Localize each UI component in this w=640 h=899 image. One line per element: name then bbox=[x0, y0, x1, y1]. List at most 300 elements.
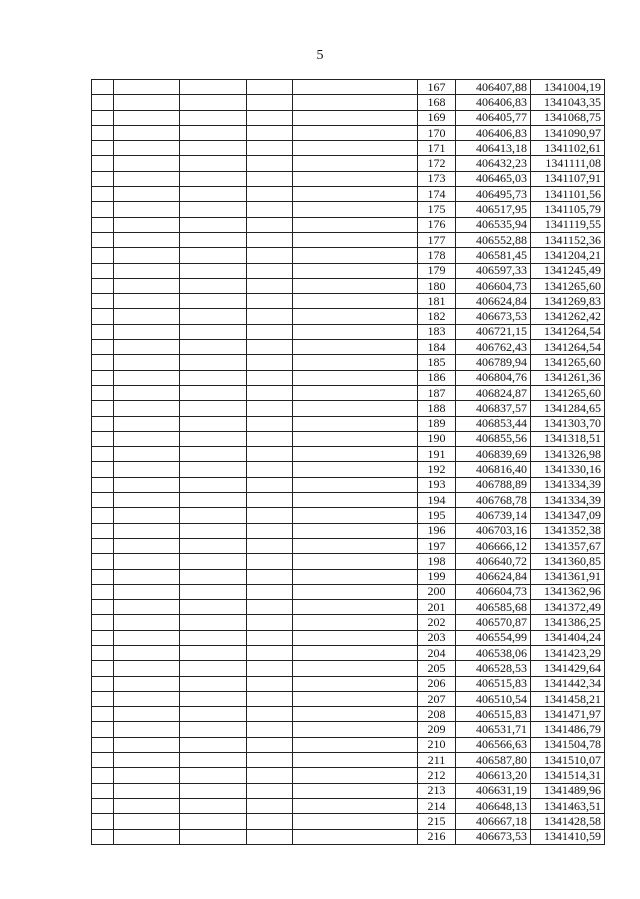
y-coordinate-cell: 1341269,83 bbox=[531, 294, 605, 309]
empty-cell bbox=[247, 401, 293, 416]
y-coordinate-cell: 1341372,49 bbox=[531, 600, 605, 615]
empty-cell bbox=[114, 141, 180, 156]
table-row bbox=[92, 294, 605, 309]
empty-cell bbox=[180, 753, 247, 768]
x-coordinate-cell: 406739,14 bbox=[456, 508, 531, 523]
point-number-cell: 208 bbox=[418, 707, 456, 722]
empty-cell bbox=[92, 477, 114, 492]
y-coordinate-cell: 1341102,61 bbox=[531, 141, 605, 156]
empty-cell bbox=[92, 401, 114, 416]
point-number-cell: 176 bbox=[418, 217, 456, 232]
empty-cell bbox=[247, 630, 293, 645]
point-number-cell: 188 bbox=[418, 401, 456, 416]
table-row bbox=[92, 584, 605, 599]
empty-cell bbox=[114, 294, 180, 309]
x-coordinate-cell: 406531,71 bbox=[456, 722, 531, 737]
y-coordinate-cell: 1341471,97 bbox=[531, 707, 605, 722]
table-row bbox=[92, 370, 605, 385]
empty-cell bbox=[180, 523, 247, 538]
point-number-cell: 204 bbox=[418, 645, 456, 660]
point-number-cell: 175 bbox=[418, 202, 456, 217]
empty-cell bbox=[293, 569, 418, 584]
empty-cell bbox=[180, 309, 247, 324]
empty-cell bbox=[92, 645, 114, 660]
x-coordinate-cell: 406465,03 bbox=[456, 171, 531, 186]
x-coordinate-cell: 406566,63 bbox=[456, 737, 531, 752]
point-number-cell: 184 bbox=[418, 340, 456, 355]
point-number-cell: 189 bbox=[418, 416, 456, 431]
empty-cell bbox=[293, 462, 418, 477]
table-row bbox=[92, 401, 605, 416]
empty-cell bbox=[247, 248, 293, 263]
point-number-cell: 214 bbox=[418, 798, 456, 813]
empty-cell bbox=[293, 80, 418, 95]
x-coordinate-cell: 406515,83 bbox=[456, 707, 531, 722]
table-row bbox=[92, 141, 605, 156]
empty-cell bbox=[114, 171, 180, 186]
empty-cell bbox=[293, 447, 418, 462]
empty-cell bbox=[293, 156, 418, 171]
empty-cell bbox=[180, 141, 247, 156]
table-row bbox=[92, 569, 605, 584]
empty-cell bbox=[293, 171, 418, 186]
empty-cell bbox=[180, 370, 247, 385]
empty-cell bbox=[92, 691, 114, 706]
table-row bbox=[92, 355, 605, 370]
empty-cell bbox=[293, 232, 418, 247]
empty-cell bbox=[114, 753, 180, 768]
empty-cell bbox=[247, 829, 293, 844]
x-coordinate-cell: 406570,87 bbox=[456, 615, 531, 630]
empty-cell bbox=[293, 814, 418, 829]
empty-cell bbox=[114, 447, 180, 462]
y-coordinate-cell: 1341105,79 bbox=[531, 202, 605, 217]
x-coordinate-cell: 406495,73 bbox=[456, 187, 531, 202]
empty-cell bbox=[180, 95, 247, 110]
table-row bbox=[92, 462, 605, 477]
y-coordinate-cell: 1341261,36 bbox=[531, 370, 605, 385]
table-row bbox=[92, 768, 605, 783]
table-row bbox=[92, 691, 605, 706]
empty-cell bbox=[114, 232, 180, 247]
point-number-cell: 192 bbox=[418, 462, 456, 477]
y-coordinate-cell: 1341404,24 bbox=[531, 630, 605, 645]
x-coordinate-cell: 406721,15 bbox=[456, 324, 531, 339]
empty-cell bbox=[293, 110, 418, 125]
y-coordinate-cell: 1341265,60 bbox=[531, 385, 605, 400]
empty-cell bbox=[92, 110, 114, 125]
empty-cell bbox=[247, 125, 293, 140]
table-row bbox=[92, 385, 605, 400]
empty-cell bbox=[114, 630, 180, 645]
x-coordinate-cell: 406703,16 bbox=[456, 523, 531, 538]
empty-cell bbox=[114, 768, 180, 783]
empty-cell bbox=[92, 217, 114, 232]
empty-cell bbox=[180, 355, 247, 370]
y-coordinate-cell: 1341264,54 bbox=[531, 324, 605, 339]
empty-cell bbox=[92, 676, 114, 691]
point-number-cell: 187 bbox=[418, 385, 456, 400]
empty-cell bbox=[293, 431, 418, 446]
x-coordinate-cell: 406515,83 bbox=[456, 676, 531, 691]
x-coordinate-cell: 406597,33 bbox=[456, 263, 531, 278]
empty-cell bbox=[180, 493, 247, 508]
table-row bbox=[92, 125, 605, 140]
point-number-cell: 205 bbox=[418, 661, 456, 676]
y-coordinate-cell: 1341111,08 bbox=[531, 156, 605, 171]
x-coordinate-cell: 406824,87 bbox=[456, 385, 531, 400]
empty-cell bbox=[293, 798, 418, 813]
empty-cell bbox=[247, 80, 293, 95]
table-row bbox=[92, 493, 605, 508]
empty-cell bbox=[293, 355, 418, 370]
empty-cell bbox=[114, 707, 180, 722]
empty-cell bbox=[92, 324, 114, 339]
empty-cell bbox=[247, 294, 293, 309]
x-coordinate-cell: 406528,53 bbox=[456, 661, 531, 676]
point-number-cell: 191 bbox=[418, 447, 456, 462]
empty-cell bbox=[247, 569, 293, 584]
empty-cell bbox=[247, 768, 293, 783]
empty-cell bbox=[92, 462, 114, 477]
empty-cell bbox=[247, 783, 293, 798]
empty-cell bbox=[247, 707, 293, 722]
empty-cell bbox=[293, 248, 418, 263]
table-row bbox=[92, 95, 605, 110]
x-coordinate-cell: 406839,69 bbox=[456, 447, 531, 462]
point-number-cell: 215 bbox=[418, 814, 456, 829]
empty-cell bbox=[180, 248, 247, 263]
empty-cell bbox=[247, 508, 293, 523]
empty-cell bbox=[114, 431, 180, 446]
empty-cell bbox=[180, 477, 247, 492]
point-number-cell: 178 bbox=[418, 248, 456, 263]
table-body bbox=[92, 80, 605, 845]
empty-cell bbox=[114, 783, 180, 798]
empty-cell bbox=[114, 309, 180, 324]
empty-cell bbox=[114, 569, 180, 584]
empty-cell bbox=[293, 324, 418, 339]
y-coordinate-cell: 1341362,96 bbox=[531, 584, 605, 599]
y-coordinate-cell: 1341428,58 bbox=[531, 814, 605, 829]
empty-cell bbox=[293, 768, 418, 783]
x-coordinate-cell: 406554,99 bbox=[456, 630, 531, 645]
empty-cell bbox=[114, 355, 180, 370]
empty-cell bbox=[247, 110, 293, 125]
y-coordinate-cell: 1341090,97 bbox=[531, 125, 605, 140]
y-coordinate-cell: 1341410,59 bbox=[531, 829, 605, 844]
y-coordinate-cell: 1341245,49 bbox=[531, 263, 605, 278]
table-row bbox=[92, 600, 605, 615]
point-number-cell: 171 bbox=[418, 141, 456, 156]
empty-cell bbox=[293, 691, 418, 706]
empty-cell bbox=[293, 493, 418, 508]
point-number-cell: 167 bbox=[418, 80, 456, 95]
table-row bbox=[92, 263, 605, 278]
y-coordinate-cell: 1341068,75 bbox=[531, 110, 605, 125]
y-coordinate-cell: 1341265,60 bbox=[531, 355, 605, 370]
empty-cell bbox=[92, 554, 114, 569]
empty-cell bbox=[247, 722, 293, 737]
table-row bbox=[92, 753, 605, 768]
empty-cell bbox=[247, 187, 293, 202]
empty-cell bbox=[247, 600, 293, 615]
empty-cell bbox=[293, 125, 418, 140]
x-coordinate-cell: 406816,40 bbox=[456, 462, 531, 477]
point-number-cell: 195 bbox=[418, 508, 456, 523]
table-row bbox=[92, 829, 605, 844]
point-number-cell: 203 bbox=[418, 630, 456, 645]
y-coordinate-cell: 1341458,21 bbox=[531, 691, 605, 706]
y-coordinate-cell: 1341361,91 bbox=[531, 569, 605, 584]
empty-cell bbox=[247, 447, 293, 462]
empty-cell bbox=[247, 309, 293, 324]
y-coordinate-cell: 1341303,70 bbox=[531, 416, 605, 431]
empty-cell bbox=[180, 798, 247, 813]
table-row bbox=[92, 232, 605, 247]
empty-cell bbox=[92, 753, 114, 768]
empty-cell bbox=[293, 309, 418, 324]
empty-cell bbox=[114, 385, 180, 400]
empty-cell bbox=[293, 401, 418, 416]
empty-cell bbox=[180, 783, 247, 798]
empty-cell bbox=[92, 523, 114, 538]
empty-cell bbox=[180, 171, 247, 186]
empty-cell bbox=[293, 645, 418, 660]
empty-cell bbox=[92, 615, 114, 630]
empty-cell bbox=[114, 125, 180, 140]
point-number-cell: 181 bbox=[418, 294, 456, 309]
empty-cell bbox=[180, 554, 247, 569]
empty-cell bbox=[114, 263, 180, 278]
point-number-cell: 193 bbox=[418, 477, 456, 492]
y-coordinate-cell: 1341347,09 bbox=[531, 508, 605, 523]
y-coordinate-cell: 1341386,25 bbox=[531, 615, 605, 630]
x-coordinate-cell: 406804,76 bbox=[456, 370, 531, 385]
empty-cell bbox=[114, 462, 180, 477]
point-number-cell: 201 bbox=[418, 600, 456, 615]
table-row bbox=[92, 661, 605, 676]
y-coordinate-cell: 1341463,51 bbox=[531, 798, 605, 813]
y-coordinate-cell: 1341284,65 bbox=[531, 401, 605, 416]
y-coordinate-cell: 1341486,79 bbox=[531, 722, 605, 737]
empty-cell bbox=[293, 95, 418, 110]
empty-cell bbox=[114, 187, 180, 202]
table-row bbox=[92, 171, 605, 186]
x-coordinate-cell: 406667,18 bbox=[456, 814, 531, 829]
empty-cell bbox=[293, 661, 418, 676]
table-row bbox=[92, 110, 605, 125]
empty-cell bbox=[293, 737, 418, 752]
empty-cell bbox=[92, 187, 114, 202]
point-number-cell: 183 bbox=[418, 324, 456, 339]
point-number-cell: 185 bbox=[418, 355, 456, 370]
y-coordinate-cell: 1341423,29 bbox=[531, 645, 605, 660]
y-coordinate-cell: 1341514,31 bbox=[531, 768, 605, 783]
empty-cell bbox=[247, 661, 293, 676]
empty-cell bbox=[293, 783, 418, 798]
empty-cell bbox=[247, 462, 293, 477]
empty-cell bbox=[180, 187, 247, 202]
empty-cell bbox=[180, 401, 247, 416]
empty-cell bbox=[92, 171, 114, 186]
empty-cell bbox=[114, 156, 180, 171]
empty-cell bbox=[180, 125, 247, 140]
empty-cell bbox=[92, 600, 114, 615]
y-coordinate-cell: 1341504,78 bbox=[531, 737, 605, 752]
point-number-cell: 182 bbox=[418, 309, 456, 324]
empty-cell bbox=[247, 95, 293, 110]
empty-cell bbox=[92, 814, 114, 829]
point-number-cell: 190 bbox=[418, 431, 456, 446]
empty-cell bbox=[180, 538, 247, 553]
y-coordinate-cell: 1341326,98 bbox=[531, 447, 605, 462]
empty-cell bbox=[114, 814, 180, 829]
empty-cell bbox=[114, 248, 180, 263]
empty-cell bbox=[293, 676, 418, 691]
empty-cell bbox=[114, 370, 180, 385]
empty-cell bbox=[180, 202, 247, 217]
empty-cell bbox=[114, 523, 180, 538]
empty-cell bbox=[247, 385, 293, 400]
table-row bbox=[92, 447, 605, 462]
empty-cell bbox=[92, 707, 114, 722]
point-number-cell: 206 bbox=[418, 676, 456, 691]
table-row bbox=[92, 340, 605, 355]
empty-cell bbox=[92, 493, 114, 508]
empty-cell bbox=[92, 431, 114, 446]
empty-cell bbox=[247, 676, 293, 691]
table-row bbox=[92, 202, 605, 217]
empty-cell bbox=[247, 232, 293, 247]
empty-cell bbox=[114, 645, 180, 660]
empty-cell bbox=[293, 584, 418, 599]
y-coordinate-cell: 1341204,21 bbox=[531, 248, 605, 263]
table-row bbox=[92, 538, 605, 553]
table-row bbox=[92, 783, 605, 798]
x-coordinate-cell: 406587,80 bbox=[456, 753, 531, 768]
empty-cell bbox=[247, 416, 293, 431]
x-coordinate-cell: 406648,13 bbox=[456, 798, 531, 813]
empty-cell bbox=[247, 493, 293, 508]
empty-cell bbox=[247, 737, 293, 752]
x-coordinate-cell: 406624,84 bbox=[456, 569, 531, 584]
empty-cell bbox=[247, 554, 293, 569]
empty-cell bbox=[180, 707, 247, 722]
point-number-cell: 207 bbox=[418, 691, 456, 706]
empty-cell bbox=[247, 798, 293, 813]
empty-cell bbox=[247, 171, 293, 186]
empty-cell bbox=[114, 722, 180, 737]
empty-cell bbox=[114, 554, 180, 569]
empty-cell bbox=[180, 569, 247, 584]
y-coordinate-cell: 1341119,55 bbox=[531, 217, 605, 232]
empty-cell bbox=[180, 661, 247, 676]
point-number-cell: 172 bbox=[418, 156, 456, 171]
point-number-cell: 197 bbox=[418, 538, 456, 553]
table-row bbox=[92, 324, 605, 339]
table-row bbox=[92, 508, 605, 523]
empty-cell bbox=[92, 80, 114, 95]
empty-cell bbox=[180, 676, 247, 691]
empty-cell bbox=[293, 829, 418, 844]
empty-cell bbox=[293, 202, 418, 217]
table-row bbox=[92, 554, 605, 569]
point-number-cell: 177 bbox=[418, 232, 456, 247]
empty-cell bbox=[114, 600, 180, 615]
point-number-cell: 199 bbox=[418, 569, 456, 584]
table-row bbox=[92, 248, 605, 263]
x-coordinate-cell: 406624,84 bbox=[456, 294, 531, 309]
empty-cell bbox=[114, 538, 180, 553]
empty-cell bbox=[247, 753, 293, 768]
empty-cell bbox=[92, 768, 114, 783]
x-coordinate-cell: 406837,57 bbox=[456, 401, 531, 416]
x-coordinate-cell: 406585,68 bbox=[456, 600, 531, 615]
empty-cell bbox=[114, 829, 180, 844]
point-number-cell: 173 bbox=[418, 171, 456, 186]
point-number-cell: 168 bbox=[418, 95, 456, 110]
empty-cell bbox=[114, 661, 180, 676]
empty-cell bbox=[180, 416, 247, 431]
empty-cell bbox=[293, 278, 418, 293]
table-row bbox=[92, 676, 605, 691]
empty-cell bbox=[114, 737, 180, 752]
y-coordinate-cell: 1341489,96 bbox=[531, 783, 605, 798]
table-row bbox=[92, 615, 605, 630]
x-coordinate-cell: 406666,12 bbox=[456, 538, 531, 553]
table-row bbox=[92, 217, 605, 232]
empty-cell bbox=[247, 263, 293, 278]
empty-cell bbox=[92, 798, 114, 813]
empty-cell bbox=[114, 324, 180, 339]
empty-cell bbox=[92, 447, 114, 462]
empty-cell bbox=[92, 278, 114, 293]
x-coordinate-cell: 406789,94 bbox=[456, 355, 531, 370]
empty-cell bbox=[180, 584, 247, 599]
empty-cell bbox=[180, 232, 247, 247]
empty-cell bbox=[247, 431, 293, 446]
empty-cell bbox=[114, 416, 180, 431]
empty-cell bbox=[293, 187, 418, 202]
empty-cell bbox=[92, 661, 114, 676]
empty-cell bbox=[114, 798, 180, 813]
empty-cell bbox=[180, 324, 247, 339]
empty-cell bbox=[114, 477, 180, 492]
empty-cell bbox=[293, 600, 418, 615]
empty-cell bbox=[92, 294, 114, 309]
y-coordinate-cell: 1341429,64 bbox=[531, 661, 605, 676]
x-coordinate-cell: 406405,77 bbox=[456, 110, 531, 125]
empty-cell bbox=[92, 232, 114, 247]
y-coordinate-cell: 1341004,19 bbox=[531, 80, 605, 95]
empty-cell bbox=[247, 538, 293, 553]
empty-cell bbox=[114, 401, 180, 416]
point-number-cell: 179 bbox=[418, 263, 456, 278]
empty-cell bbox=[180, 645, 247, 660]
empty-cell bbox=[180, 217, 247, 232]
empty-cell bbox=[293, 630, 418, 645]
empty-cell bbox=[180, 600, 247, 615]
x-coordinate-cell: 406768,78 bbox=[456, 493, 531, 508]
page-number: 5 bbox=[316, 48, 324, 63]
table-row bbox=[92, 278, 605, 293]
empty-cell bbox=[293, 141, 418, 156]
empty-cell bbox=[180, 691, 247, 706]
empty-cell bbox=[92, 309, 114, 324]
empty-cell bbox=[92, 584, 114, 599]
empty-cell bbox=[92, 125, 114, 140]
